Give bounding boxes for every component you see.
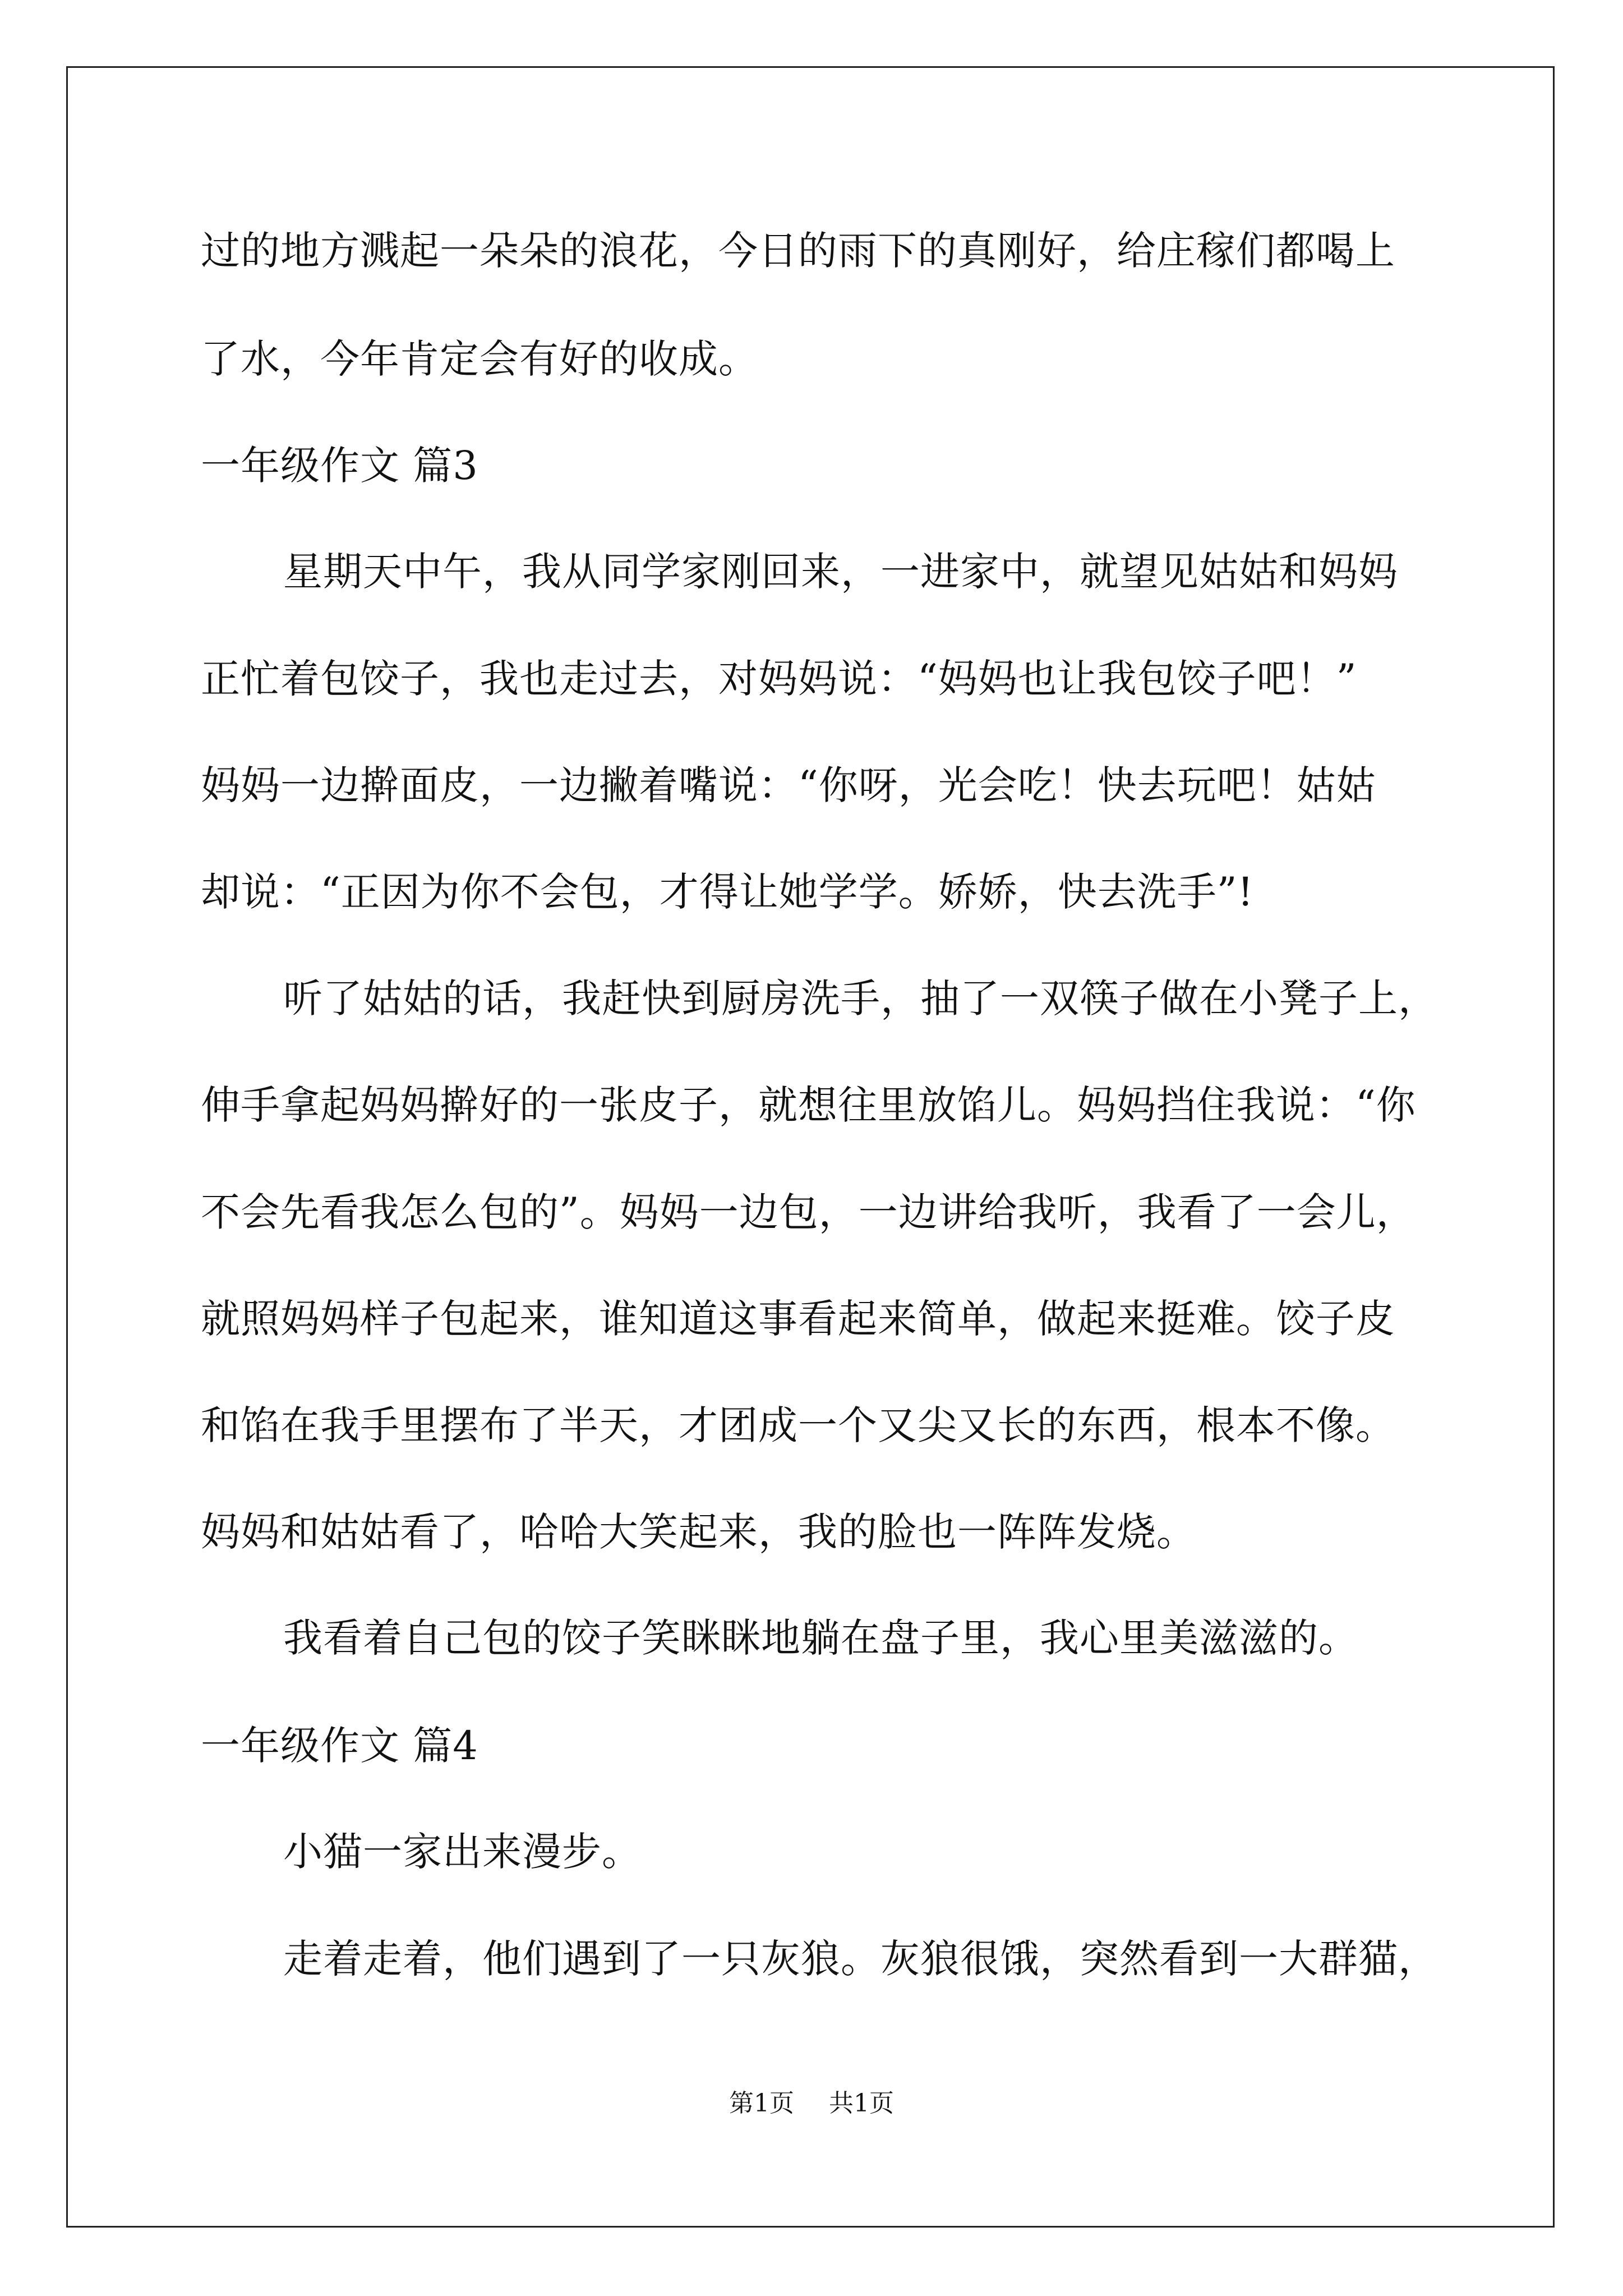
body-line-10: 就照妈妈样子包起来，谁知道这事看起来简单，做起来挺难。饺子皮 bbox=[201, 1296, 1395, 1342]
body-line-5: 妈妈一边擀面皮，一边撇着嘴说：“你呀，光会吃！快去玩吧！姑姑 bbox=[201, 762, 1376, 808]
body-line-8: 伸手拿起妈妈擀好的一张皮子，就想往里放馅儿。妈妈挡住我说：“你 bbox=[201, 1082, 1416, 1128]
body-line-7: 听了姑姑的话，我赶快到厨房洗手，抽了一双筷子做在小凳子上， bbox=[283, 976, 1438, 1022]
total-pages: 共1页 bbox=[829, 2089, 894, 2118]
body-line-9: 不会先看我怎么包的”。妈妈一边包，一边讲给我听，我看了一会儿， bbox=[201, 1189, 1416, 1235]
page-number: 第1页 bbox=[729, 2089, 794, 2118]
body-line-4: 正忙着包饺子，我也走过去，对妈妈说：“妈妈也让我包饺子吧！” bbox=[201, 656, 1357, 702]
body-line-11: 和馅在我手里摆布了半天，才团成一个又尖又长的东西，根本不像。 bbox=[201, 1402, 1395, 1448]
body-line-6: 却说：“正因为你不会包，才得让她学学。娇娇，快去洗手”! bbox=[201, 869, 1254, 915]
body-line-3: 星期天中午，我从同学家刚回来，一进家中，就望见姑姑和妈妈 bbox=[283, 549, 1398, 595]
body-line-15: 走着走着，他们遇到了一只灰狼。灰狼很饿，突然看到一大群猫， bbox=[283, 1936, 1438, 1982]
body-line-13: 我看着自己包的饺子笑眯眯地躺在盘子里，我心里美滋滋的。 bbox=[283, 1615, 1358, 1661]
body-line-14: 小猫一家出来漫步。 bbox=[283, 1829, 642, 1875]
page-border bbox=[66, 66, 1555, 2228]
section-heading-3: 一年级作文 篇3 bbox=[201, 443, 478, 489]
body-line-1: 过的地方溅起一朵朵的浪花，今日的雨下的真刚好，给庄稼们都喝上 bbox=[201, 228, 1395, 274]
body-line-2: 了水，今年肯定会有好的收成。 bbox=[201, 336, 758, 382]
section-heading-4: 一年级作文 篇4 bbox=[201, 1723, 478, 1769]
body-line-12: 妈妈和姑姑看了，哈哈大笑起来，我的脸也一阵阵发烧。 bbox=[201, 1509, 1196, 1555]
page-footer bbox=[0, 2088, 1623, 2119]
